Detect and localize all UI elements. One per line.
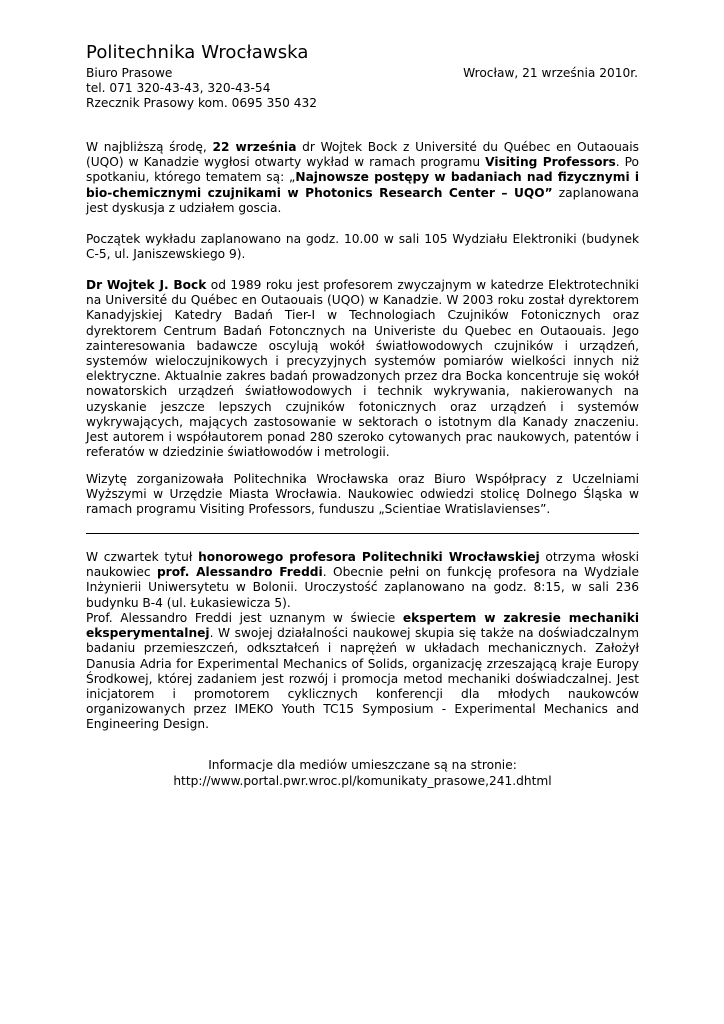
section-divider [86, 533, 639, 534]
media-info-line: Informacje dla mediów umieszczane są na stronie: [208, 758, 517, 772]
paragraph-honorary-title [86, 550, 639, 611]
text-span: W czwartek tytuł [86, 550, 199, 564]
paragraph-lecture-time: Początek wykładu zaplanowano na godz. 10.00 w sali 105 Wydziału Elektroniki (budynek C-5, ul. Janiszewskiego 9). [86, 232, 639, 262]
text-span: W najbliższą środę, [86, 140, 213, 154]
text-span: . Po spotkaniu, którego tematem są: „ [86, 155, 639, 185]
paragraph-lecture-announcement [86, 140, 639, 216]
bold-program-name: Visiting Professors [485, 155, 616, 170]
text-span: . Obecnie pełni on funkcję profesora na Wydziale Inżynierii Uniwersytetu w Bolonii. Uroczystość zaplanowano na godz. 8:15, w sali 236 budynku B-4 (ul. Łukasiewicza 5). [86, 565, 639, 610]
paragraph-visit-organizers: Wizytę zorganizowała Politechnika Wrocławska oraz Biuro Współpracy z Uczelniami Wyższymi w Urzędzie Miasta Wrocławia. Naukowiec odwiedzi stolicę Dolnego Śląska w ramach programu Visiting Professors, funduszu „Scientiae Wratislavienses”. [86, 472, 639, 517]
bold-date: 22 września [212, 140, 297, 154]
organization-name: Politechnika Wrocławska [86, 42, 309, 63]
text-span: dr Wojtek Bock z Université du Québec en Outaouais (UQO) w Kanadzie wygłosi otwarty wykład w ramach programu [86, 140, 640, 170]
paragraph-freddi-bio [86, 611, 639, 733]
paragraph-bock-bio [86, 278, 639, 460]
release-date: Wrocław, 21 września 2010r. [463, 66, 638, 80]
media-info-url[interactable]: http://www.portal.pwr.wroc.pl/komunikaty_prasowe,241.dhtml [173, 774, 552, 788]
bold-speaker-name: Dr Wojtek J. Bock [86, 278, 207, 292]
text-span: od 1989 roku jest profesorem zwyczajnym w katedrze Elektrotechniki na Université du Québec en Outaouais (UQO) w Kanadzie. W 2003 roku został dyrektorem Kanadyjskiej Katedry Badań Tier-I w Technologiach Czujników Fotonicznych oraz dyrektorem Centrum Badań Fotoncznych na Univeriste du Quebec en Outaouais. Jego zainteresowania badawcze oscylują wokół światłowodowych czujników i urządzeń, systemów wieloczujnikowych i precyzyjnych systemów pomiarów wielkości innych niż elektryczne. Aktualnie zakres badań prowadzonych przez dra Bocka koncentruje się wokół nowatorskich urządzeń światłowodowych i technik wykrywania, nakierowanych na uzyskanie jeszcze lepszych czujników fotonicznych oraz urządzeń i systemów wykrywających, mających zastosowanie w sektorach o istotnym dla Kanady znaczeniu. Jest autorem i współautorem ponad 280 szeroko cytowanych prac naukowych, patentów i referatów w dziedzinie światłowodów i metrologii. [86, 278, 639, 460]
text-span: Prof. Alessandro Freddi jest uznanym w świecie [86, 611, 403, 625]
text-span: . W swojej działalności naukowej skupia się także na doświadczalnym badaniu przemieszczeń, odkształceń i naprężeń w układach mechanicznych. Założył Danusia Adria for Experimental Mechanics of Solids, organizację zrzeszającą kraje Europy Środkowej, której zadaniem jest rozwój i promocja metod mechaniki doświadczalnej. Jest inicjatorem i promotorem cyklicznych konferencji dla młodych naukowców organizowanych przez IMEKO Youth TC15 Symposium - Experimental Mechanics and Engineering Design. [86, 626, 639, 732]
press-office-label: Biuro Prasowe [86, 66, 173, 80]
phone-numbers: tel. 071 320-43-43, 320-43-54 [86, 81, 271, 95]
bold-professor-name: prof. Alessandro Freddi [156, 565, 323, 580]
spokesperson-contact: Rzecznik Prasowy kom. 0695 350 432 [86, 96, 317, 110]
text-span: zaplanowana jest dyskusja z udziałem goscia. [86, 185, 639, 215]
bold-lecture-title: Najnowsze postępy w badaniach nad fizycznymi i bio-chemicznymi czujnikami w Photonics Research Center – UQO” [86, 170, 639, 200]
bold-expertise: ekspertem w zakresie mechaniki eksperymentalnej [86, 611, 640, 641]
bold-honorary-title: honorowego profesora Politechniki Wrocławskiej [198, 550, 540, 564]
text-span: otrzyma włoski naukowiec [86, 550, 639, 580]
